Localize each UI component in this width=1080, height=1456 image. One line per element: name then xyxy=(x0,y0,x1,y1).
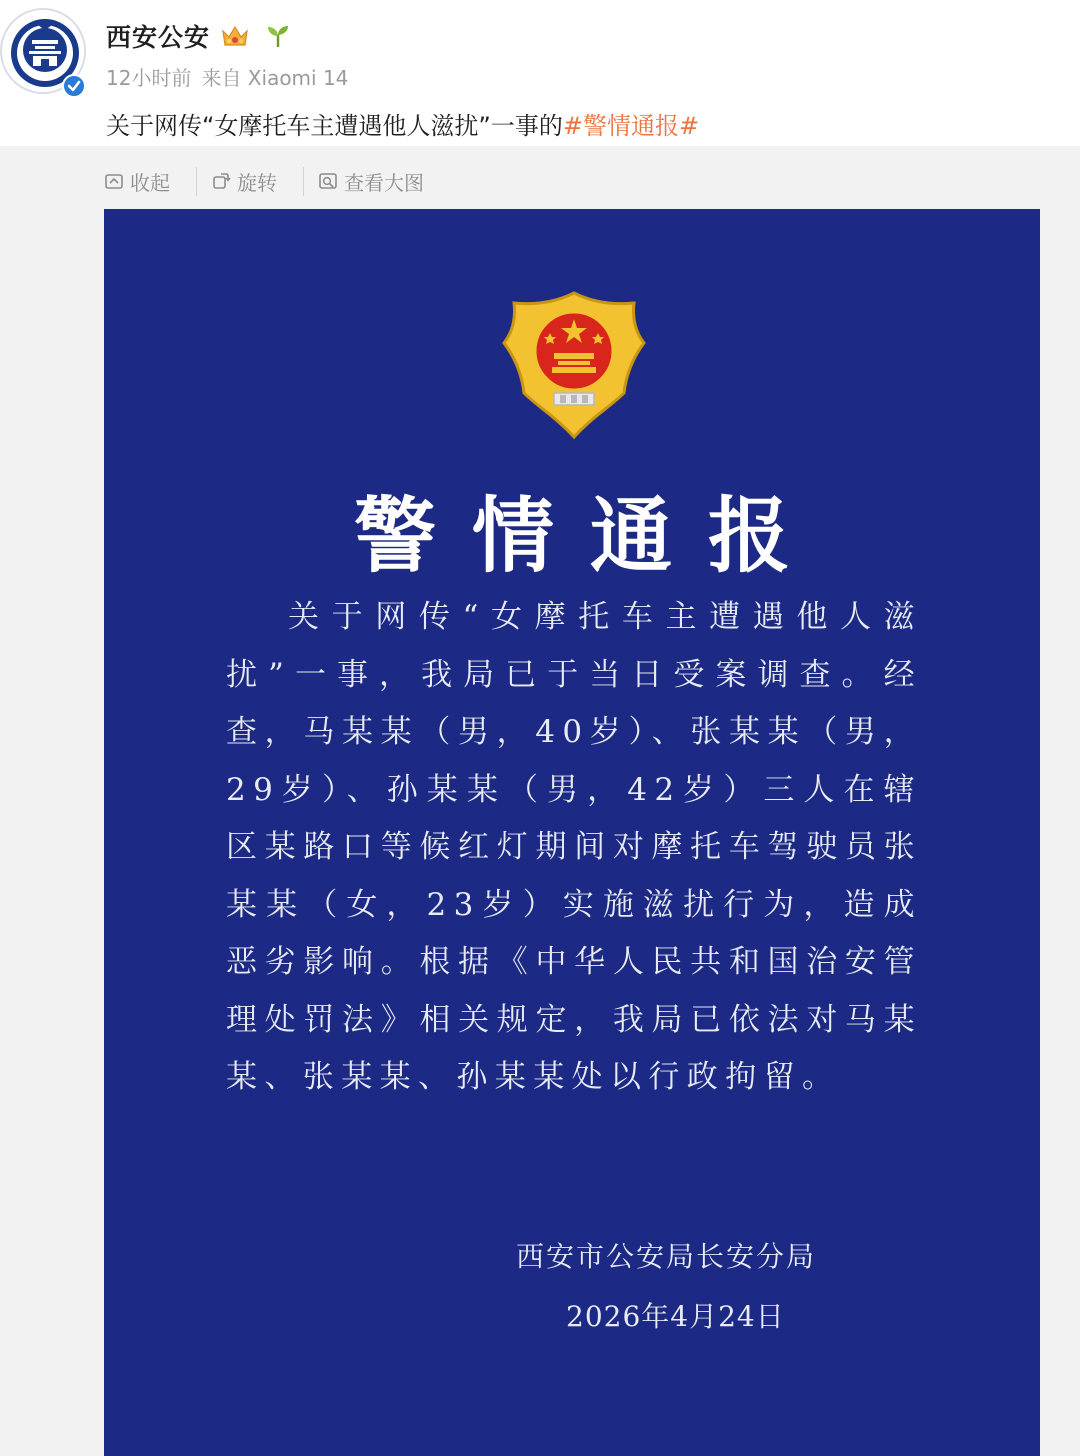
notice-title: 警情通报 xyxy=(353,488,826,584)
rotate-icon xyxy=(211,171,231,191)
avatar-wrap[interactable] xyxy=(0,8,90,100)
signature-unit: 西安市公安局长安分局 xyxy=(516,1240,817,1273)
view-large-button[interactable] xyxy=(303,167,450,196)
image-view-icon xyxy=(318,171,338,191)
post-header xyxy=(0,0,1080,146)
sprout-badge-icon[interactable] xyxy=(264,23,292,49)
rotate-label: 旋转 xyxy=(237,170,277,195)
hashtag-link[interactable]: #警情通报# xyxy=(562,112,700,140)
image-toolbar xyxy=(104,166,450,196)
post-text-body: 关于网传“女摩托车主遭遇他人滋扰”一事的 xyxy=(106,112,563,140)
post-time: 12小时前 xyxy=(106,66,192,90)
author-row xyxy=(106,18,292,54)
view-large-label: 查看大图 xyxy=(344,170,424,195)
verified-badge-icon xyxy=(62,74,86,98)
notice-image[interactable] xyxy=(104,209,1040,1456)
police-badge-emblem-icon xyxy=(494,289,654,441)
crown-badge-icon[interactable] xyxy=(220,23,250,49)
post-source: 来自 Xiaomi 14 xyxy=(201,66,349,90)
collapse-label: 收起 xyxy=(130,170,170,195)
signature-date: 2026年4月24日 xyxy=(566,1300,785,1333)
author-name[interactable]: 西安公安 xyxy=(106,23,211,52)
post-text xyxy=(106,106,699,141)
collapse-icon xyxy=(104,171,124,191)
collapse-button[interactable] xyxy=(104,167,196,196)
post-meta xyxy=(106,62,348,91)
rotate-button[interactable] xyxy=(196,167,303,196)
notice-body: 关于网传“女摩托车主遭遇他人滋扰”一事，我局已于当日受案调查。经查，马某某（男，40岁）、张某某（男，29岁）、孙某某（男，42岁）三人在辖区某路口等候红灯期间对摩托车驾驶员张某某（女，23岁）实施滋扰行为，造成恶劣影响。根据《中华人民共和国治安管理处罚法》相关规定，我局已依法对马某某、张某某、孙某某处以行政拘留。 xyxy=(226,599,922,1095)
